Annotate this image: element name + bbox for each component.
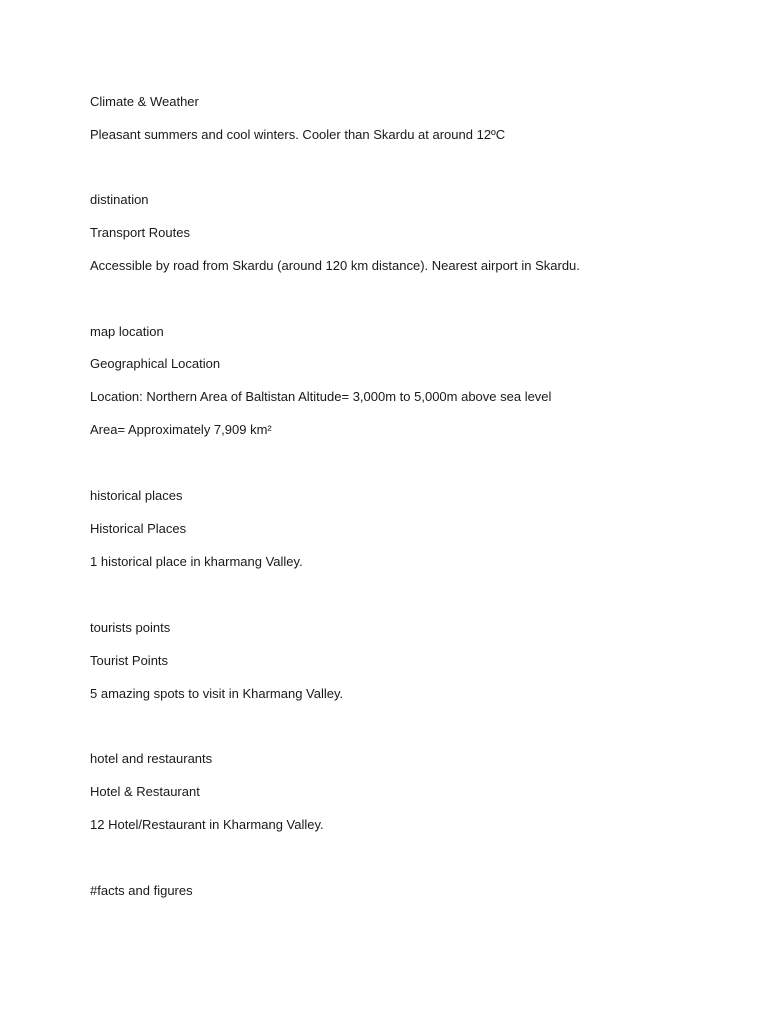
section-label-map-location: map location <box>90 324 164 339</box>
heading-hotel-restaurant: Hotel & Restaurant <box>90 784 200 799</box>
section-label-destination: distination <box>90 192 149 207</box>
heading-geographical-location: Geographical Location <box>90 356 221 371</box>
tourist-points-text: 5 amazing spots to visit in Kharmang Valley. <box>90 686 344 701</box>
hotel-restaurant-text: 12 Hotel/Restaurant in Kharmang Valley. <box>90 817 324 832</box>
heading-historical-places: Historical Places <box>90 521 187 536</box>
section-label-historical-places: historical places <box>90 488 183 503</box>
area-text: Area= Approximately 7,909 km² <box>90 422 272 437</box>
section-label-hotel-restaurants: hotel and restaurants <box>90 751 213 766</box>
heading-transport-routes: Transport Routes <box>90 225 190 240</box>
heading-tourist-points: Tourist Points <box>90 653 169 668</box>
climate-description: Pleasant summers and cool winters. Cooler than Skardu at around 12ºC <box>90 127 506 142</box>
transport-description: Accessible by road from Skardu (around 120 km distance). Nearest airport in Skardu. <box>90 258 580 273</box>
section-label-tourists-points: tourists points <box>90 620 171 635</box>
location-altitude-text: Location: Northern Area of Baltistan Altitude= 3,000m to 5,000m above sea level <box>90 389 552 404</box>
heading-climate-weather: Climate & Weather <box>90 94 199 109</box>
section-label-facts-figures: #facts and figures <box>90 883 193 898</box>
historical-places-text: 1 historical place in kharmang Valley. <box>90 554 303 569</box>
